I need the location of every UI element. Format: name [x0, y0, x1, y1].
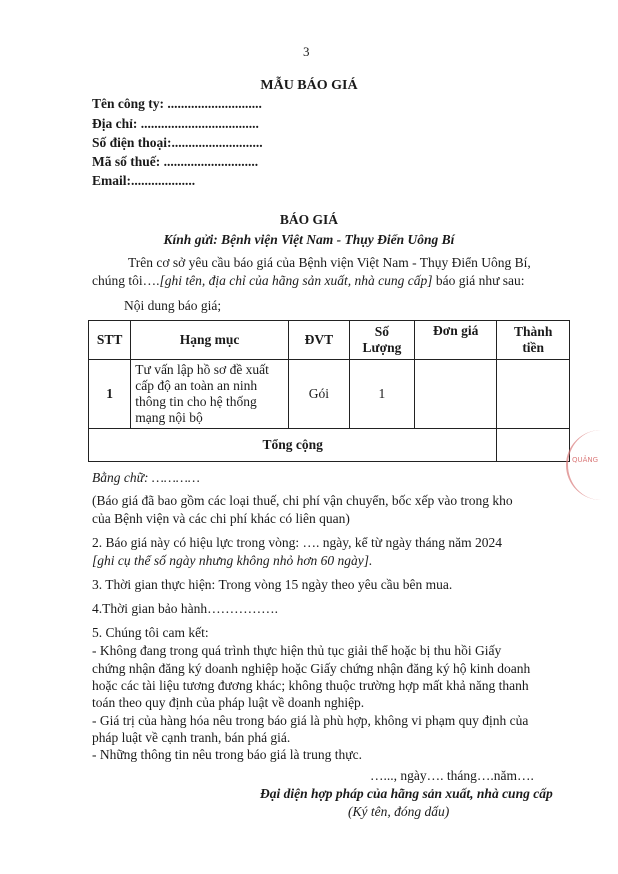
- signer-title: Đại diện hợp pháp của hãng sản xuất, nhà cung cấp: [260, 786, 553, 801]
- row-qty: 1: [349, 360, 414, 429]
- company-name-field: Tên công ty: ............................: [92, 96, 262, 111]
- doc-title: BÁO GIÁ: [279, 212, 339, 227]
- header-total: Thành tiền: [497, 321, 570, 360]
- row-price: [415, 360, 497, 429]
- recipient: Kính gửi: Bệnh viện Việt Nam - Thụy Điển Uông Bí: [163, 232, 455, 247]
- commit-1-line-3: hoặc các tài liệu tương đương khác; không thuộc trường hợp mất khả năng thanh: [92, 678, 529, 693]
- intro-line-1: Trên cơ sở yêu cầu báo giá của Bệnh viện Việt Nam - Thụy Điển Uông Bí,: [128, 255, 531, 270]
- note-line-2: của Bệnh viện và các chi phí khác có liên quan): [92, 511, 350, 526]
- commit-2-line-2: pháp luật về cạnh tranh, bán phá giá.: [92, 730, 291, 745]
- seal-stamp: QUẢNG: [566, 430, 608, 500]
- warranty: 4.Thời gian bảo hành…………….: [92, 601, 278, 616]
- table-header-row: [89, 321, 570, 360]
- commit-1-line-4: toán theo quy định của pháp luật về doanh nghiệp.: [92, 695, 365, 710]
- form-title: MẪU BÁO GIÁ: [260, 78, 358, 93]
- header-item: Hạng mục: [131, 321, 289, 360]
- commit-2-line-1: - Giá trị của hàng hóa nêu trong báo giá là phù hợp, không vi phạm quy định của: [92, 713, 529, 728]
- date-line: …..., ngày…. tháng….năm….: [370, 768, 534, 783]
- intro-line-2: chúng tôi….[ghi tên, địa chỉ của hãng sản xuất, nhà cung cấp] báo giá như sau:: [92, 273, 525, 288]
- table-row: [89, 360, 570, 429]
- commit-title: 5. Chúng tôi cam kết:: [92, 625, 209, 640]
- sum-row: [89, 429, 570, 462]
- sum-label: Tổng cộng: [89, 429, 497, 462]
- page-number: 3: [303, 44, 310, 59]
- quote-table: [88, 320, 570, 462]
- company-tax-field: Mã số thuế: ............................: [92, 154, 259, 169]
- company-email-field: Email:...................: [92, 173, 196, 188]
- intro-line-3: Nội dung báo giá;: [124, 298, 222, 313]
- validity-line-2: [ghi cụ thể số ngày nhưng không nhỏ hơn 60 ngày].: [92, 553, 373, 568]
- header-qty: Số Lượng: [349, 321, 414, 360]
- amount-in-words: Bằng chữ: …………: [92, 470, 200, 485]
- row-stt: 1: [89, 360, 131, 429]
- validity-line-1: 2. Báo giá này có hiệu lực trong vòng: …. ngày, kể từ ngày tháng năm 2024: [92, 535, 503, 550]
- row-unit: Gói: [288, 360, 349, 429]
- company-phone-field: Số điện thoại:...........................: [92, 135, 263, 150]
- company-address-field: Địa chỉ: ...................................: [92, 116, 259, 131]
- sum-value: [497, 429, 570, 462]
- row-item: Tư vấn lập hồ sơ đề xuất cấp độ an toàn an ninh thông tin cho hệ thống mạng nội bộ: [131, 360, 289, 429]
- header-stt: STT: [89, 321, 131, 360]
- header-unit: ĐVT: [288, 321, 349, 360]
- row-total: [497, 360, 570, 429]
- note-line-1: (Báo giá đã bao gồm các loại thuế, chi phí vận chuyển, bốc xếp vào trong kho: [92, 493, 513, 508]
- commit-1-line-1: - Không đang trong quá trình thực hiện thủ tục giải thể hoặc bị thu hồi Giấy: [92, 643, 502, 658]
- commit-1-line-2: chứng nhận đăng ký doanh nghiệp hoặc Giấy chứng nhận đăng ký hộ kinh doanh: [92, 661, 531, 676]
- commit-3: - Những thông tin nêu trong báo giá là trung thực.: [92, 747, 362, 762]
- header-price: Đơn giá: [415, 321, 497, 360]
- execution-time: 3. Thời gian thực hiện: Trong vòng 15 ngày theo yêu cầu bên mua.: [92, 577, 453, 592]
- sign-note: (Ký tên, đóng dấu): [348, 804, 450, 819]
